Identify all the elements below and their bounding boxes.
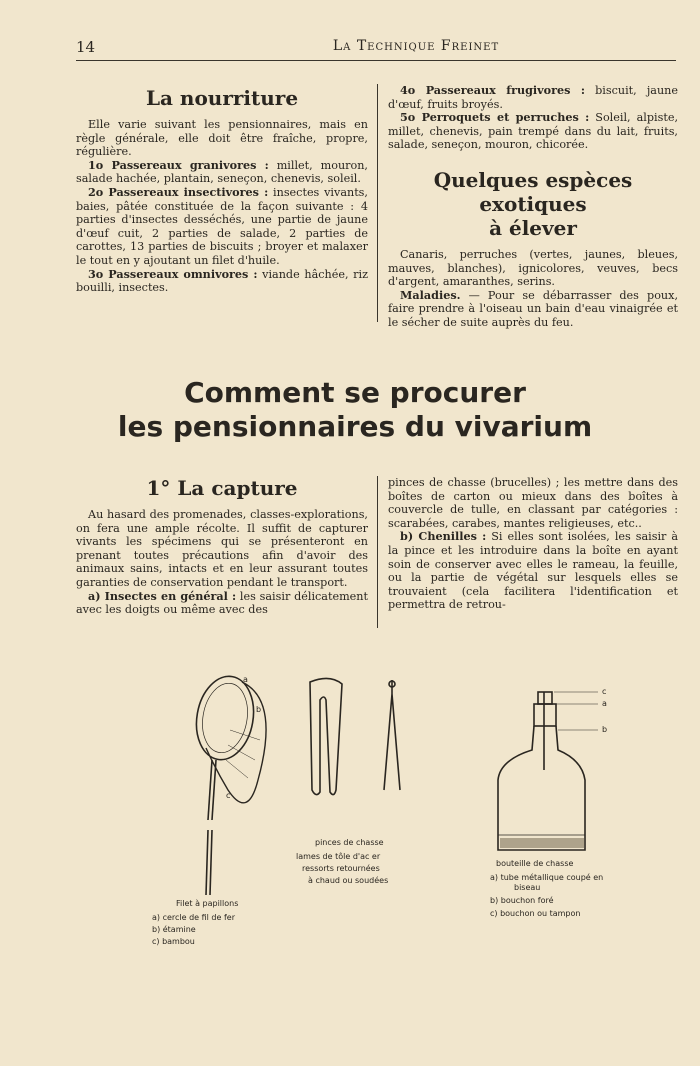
especes-heading-line-1: Quelques espèces exotiques [433,167,633,216]
capture-column-left [76,476,368,617]
capture-paragraph-4 [388,530,678,612]
tweezers-drawing [310,678,400,794]
net-letter-a: a [243,675,248,684]
net-letter-b: b [256,705,262,714]
capture-paragraph-2 [76,590,368,617]
item-3-text: viande hâchée, riz bouilli, insectes. [76,267,368,295]
insectes-label: a) Insectes en général : [88,588,237,603]
especes-text: Canaris, perruches (vertes, jaunes, bleues, mauves, blanches), ignicolores, veuves, becs d'argent, amaranthes, serins. [388,247,678,289]
hunting-bottle-drawing [498,692,598,850]
chenilles-label: b) Chenilles : [400,529,487,544]
bottle-legend-b: b) bouchon foré [490,896,554,905]
pinces-sub-2: ressorts retournées [302,864,380,873]
capture-column-right [388,476,678,612]
pinces-caption: pinces de chasse [315,838,384,847]
column-rule-top [377,84,378,322]
nourriture-item-5 [388,111,678,152]
nourriture-item-4 [388,84,678,111]
pinces-sub-3: à chaud ou soudées [308,876,389,885]
bottle-legend-a1: a) tube métallique coupé en [490,873,604,882]
bottle-letter-c: c [602,687,607,696]
net-legend-a: a) cercle de fil de fer [152,913,236,922]
net-caption: Filet à papillons [176,899,239,908]
page-number: 14 [76,38,96,56]
capture-tools-illustration [130,660,630,960]
maladies-paragraph [388,289,678,330]
capture-paragraph-3: pinces de chasse (brucelles) ; les mettre dans des boîtes de carton ou mieux dans des boîtes à couvercle de tulle, en classant par catégories : scarabées, carabes, mantes religieuses, etc.. [388,476,678,530]
net-letter-c: c [226,791,231,800]
insectes-text: les saisir délicatement avec les doigts ou même avec des [76,589,368,617]
capture-heading: 1° La capture [146,476,298,500]
main-title-line-2: les pensionnaires du vivarium [117,410,593,443]
item-4-label: 4o Passereaux frugivores : [400,83,586,97]
maladies-text: — Pour se débarrasser des poux, faire prendre à l'oiseau un bain d'eau vinaigrée et le sécher de suite auprès du feu. [388,288,678,329]
running-title: La Technique Freinet [332,38,500,54]
nourriture-column [76,86,368,295]
nourriture-item-3 [76,268,368,295]
net-legend-c: c) bambou [152,937,195,946]
nourriture-intro: Elle varie suivant les pensionnaires, mais en règle générale, elle doit être fraîche, propre, régulière. [76,118,368,159]
item-4-text: biscuit, jaune d'œuf, fruits broyés. [388,84,678,111]
item-5-label: 5o Perroquets et perruches : [400,110,590,125]
pinces-sub-1: lames de tôle d'ac er [296,852,381,861]
chenilles-text: Si elles sont isolées, les saisir à la pince et les introduire dans la boîte en ayant soin de conserver avec elles le rameau, la feuille, ou la partie de végétal sur lesquels elles se trouvaient (cela facilitera l'identification et permettra de retrou- [388,530,678,612]
nourriture-item-1 [76,159,368,186]
item-5-text: Soleil, alpiste, millet, chenevis, pain trempé dans du lait, fruits, salade, seneçon, mouron, chicorée. [388,111,678,152]
nourriture-item-2 [76,186,368,268]
page-header [76,36,676,61]
capture-paragraph-1: Au hasard des promenades, classes-explorations, on fera une ample récolte. Il suffit de capturer vivants les spécimens qui se présenteront en prenant toutes précautions afin d'avoir des animaux sains, intacts et en leur assurant toutes garanties de conservation pendant le transport. [76,508,368,589]
main-title-line-1: Comment se procurer [184,376,526,409]
column-rule-bottom [377,476,378,628]
especes-heading-line-2: à élever [489,215,577,240]
item-1-text: millet, mouron, salade hachée, plantain, seneçon, chenevis, soleil. [76,158,368,186]
item-2-text: insectes vivants, baies, pâtée constituée de la façon suivante : 4 parties d'insectes desséchés, une partie de jaune d'œuf cuit, 2 parties de salade, 2 parties de carottes, 13 parties de biscuits ; broyer et malaxer le tout en y ajoutant un filet d'huile. [76,185,368,267]
main-title [60,376,650,444]
item-2-label: 2o Passereaux insectivores : [88,184,269,199]
bottle-caption: bouteille de chasse [496,859,574,868]
net-legend-b: b) étamine [152,925,196,934]
bottle-legend-c: c) bouchon ou tampon [490,909,581,918]
butterfly-net-drawing [190,672,266,895]
bottle-letter-a: a [602,699,607,708]
especes-column [388,84,678,330]
item-1-label: 1o Passereaux granivores : [88,157,269,172]
bottle-legend-a2: biseau [514,883,541,892]
item-3-label: 3o Passereaux omnivores : [88,266,258,281]
nourriture-heading: La nourriture [145,86,299,110]
especes-heading [388,168,678,240]
bottle-sediment [500,838,584,848]
maladies-label: Maladies. [400,287,461,302]
bottle-letter-b: b [602,725,608,734]
